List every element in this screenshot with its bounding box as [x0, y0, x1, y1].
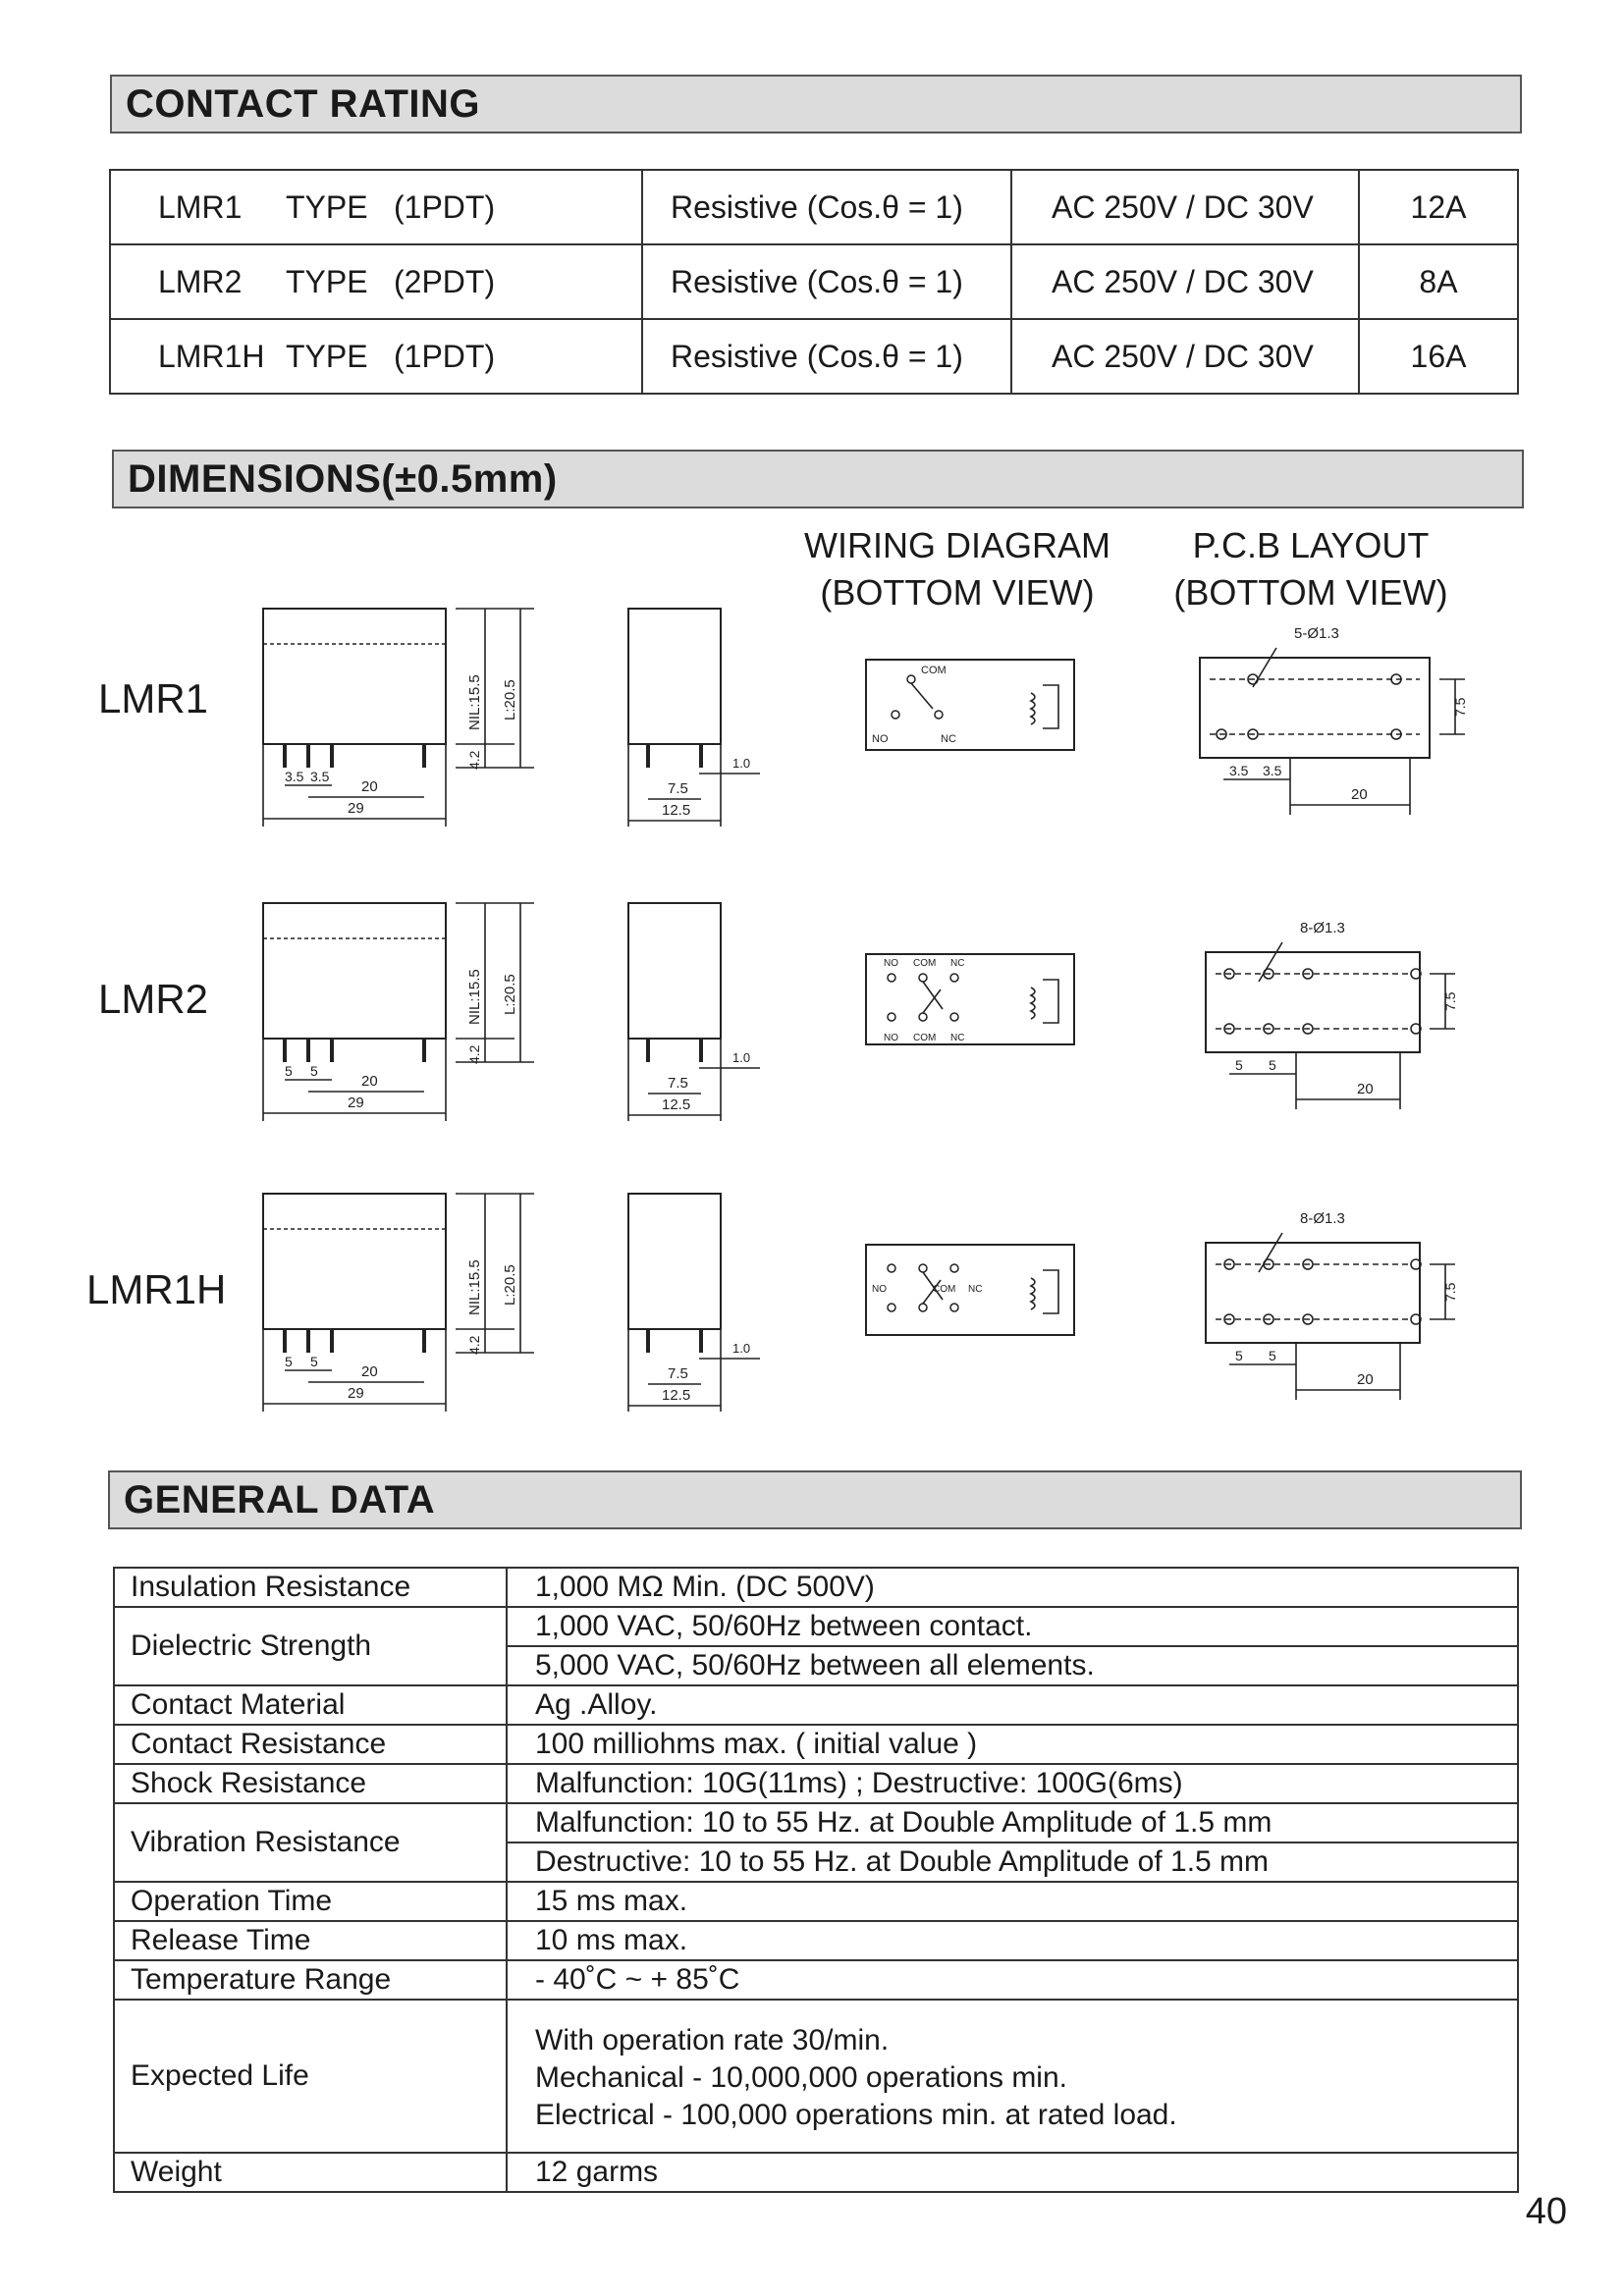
coil-icon: [1031, 988, 1035, 1019]
general-data-table: [113, 1567, 1519, 2193]
dim-pitch-a: 3.5: [285, 769, 304, 784]
terminal: [950, 1304, 958, 1311]
contact-rating-table: [109, 169, 1519, 395]
current-cell: 12A: [1410, 188, 1467, 225]
general-data-label: Vibration Resistance: [114, 1803, 507, 1882]
relay-pin: [306, 1039, 310, 1062]
general-data-value: [507, 1921, 1518, 1960]
table-cell: [1359, 170, 1518, 244]
com-terminal: [907, 675, 915, 683]
wiring-diagram-box: [866, 660, 1074, 750]
general-data-row: [114, 1882, 1518, 1921]
contact-rating-header: [110, 75, 1522, 133]
relay-end-pin: [646, 1329, 650, 1353]
relay-side-body: [263, 609, 446, 744]
value-line: With operation rate 30/min.: [535, 2024, 890, 2056]
load-cell: Resistive (Cos.θ = 1): [671, 188, 963, 225]
pcb-hole-label: 8-Ø1.3: [1300, 920, 1345, 936]
general-data-label: Temperature Range: [114, 1960, 507, 2000]
pcb-title-line2: (BOTTOM VIEW): [1173, 572, 1448, 613]
model-label-lmr1: LMR1: [98, 675, 209, 721]
coil-icon: [1031, 1278, 1035, 1309]
relay-end-body: [628, 903, 721, 1039]
general-data-header: [108, 1470, 1522, 1529]
general-data-value: [507, 1685, 1518, 1725]
relay-pin: [330, 744, 334, 768]
nc-label: NC: [950, 958, 965, 969]
voltage-cell: AC 250V / DC 30V: [1052, 263, 1314, 299]
pcb-outline: [1206, 952, 1420, 1052]
table-cell: [1359, 244, 1518, 319]
value-line: 15 ms max.: [535, 1885, 688, 1917]
no-label: NO: [872, 1284, 887, 1295]
general-data-row: [114, 1568, 1518, 1607]
value-line: Malfunction: 10 to 55 Hz. at Double Amplitude of 1.5 mm: [535, 1806, 1272, 1839]
no-label: NO: [884, 1033, 898, 1043]
type-cell: TYPE: [286, 188, 368, 225]
model-cell: LMR2: [158, 263, 243, 299]
table-cell: [110, 170, 642, 244]
dim-thick-label: 1.0: [732, 1050, 751, 1065]
dimension-line: [911, 683, 933, 709]
terminal: [919, 1264, 927, 1272]
general-data-label: Shock Resistance: [114, 1764, 507, 1803]
model-cell: LMR1H: [158, 338, 265, 374]
relay-end-pin: [699, 1329, 703, 1353]
terminal: [950, 1013, 958, 1021]
terminal: [919, 1013, 927, 1021]
value-line: Mechanical - 10,000,000 operations min.: [535, 2061, 1067, 2094]
type-cell: TYPE: [286, 263, 368, 299]
dim-pitch-20: 20: [361, 1073, 378, 1090]
pcb-title-line1: P.C.B LAYOUT: [1192, 525, 1430, 565]
dim-pitch-a: 5: [285, 1354, 293, 1369]
model-cell: LMR1: [158, 188, 243, 225]
table-cell: [1011, 170, 1359, 244]
pcb-pitch-a: 3.5: [1229, 763, 1249, 778]
table-cell: [1011, 244, 1359, 319]
general-data-value: [507, 1764, 1518, 1803]
com-label: COM: [933, 1284, 956, 1295]
relay-end-pin: [699, 744, 703, 768]
current-cell: 8A: [1419, 263, 1458, 299]
relay-end-body: [628, 609, 721, 744]
load-cell: Resistive (Cos.θ = 1): [671, 338, 963, 374]
dim-nil-label: NIL:15.5: [466, 969, 483, 1025]
relay-side-body: [263, 1194, 446, 1329]
no-label: NO: [884, 958, 898, 969]
pcb-pitch-20: 20: [1357, 1371, 1374, 1388]
general-data-value: [507, 1725, 1518, 1764]
general-data-label: Contact Resistance: [114, 1725, 507, 1764]
com-label: COM: [913, 958, 937, 969]
coil-lead: [1043, 685, 1058, 728]
pcb-pitch-b: 3.5: [1263, 763, 1282, 778]
general-data-label: Dielectric Strength: [114, 1607, 507, 1685]
terminal: [888, 1304, 895, 1311]
general-data-title: GENERAL DATA: [124, 1477, 436, 1522]
wiring-title-line2: (BOTTOM VIEW): [820, 572, 1095, 613]
general-data-row: [114, 1725, 1518, 1764]
dim-pitch-b: 3.5: [310, 769, 330, 784]
pcb-row-label: 7.5: [1442, 991, 1458, 1011]
dim-pin-label: 4.2: [466, 1044, 482, 1064]
dim-pitch-20: 20: [361, 1363, 378, 1380]
dim-width-label: 12.5: [662, 1387, 691, 1404]
general-data-label: Weight: [114, 2153, 507, 2192]
nc-terminal: [935, 711, 943, 719]
relay-pin: [330, 1039, 334, 1062]
pcb-row-label: 7.5: [1442, 1282, 1458, 1302]
relay-end-pin: [646, 1039, 650, 1062]
relay-pin: [283, 1329, 287, 1353]
value-line: 10 ms max.: [535, 1924, 688, 1956]
dim-thick-label: 1.0: [732, 1341, 751, 1356]
table-cell: [110, 244, 642, 319]
general-data-value: [507, 1803, 1518, 1882]
model-label-lmr2: LMR2: [98, 976, 209, 1022]
table-cell: [642, 319, 1011, 394]
relay-pin: [306, 1329, 310, 1353]
dim-pitch-a: 5: [285, 1063, 293, 1079]
pcb-pitch-20: 20: [1357, 1081, 1374, 1097]
dim-length-29: 29: [348, 1385, 364, 1402]
dim-l-label: L:20.5: [502, 679, 518, 721]
pcb-hole-label: 8-Ø1.3: [1300, 1210, 1345, 1227]
dimension-line: [1259, 1233, 1282, 1272]
pcb-pitch-b: 5: [1269, 1057, 1276, 1073]
relay-pin: [422, 744, 426, 768]
dim-nil-label: NIL:15.5: [466, 674, 483, 730]
terminal: [950, 1264, 958, 1272]
terminal: [919, 974, 927, 982]
voltage-cell: AC 250V / DC 30V: [1052, 338, 1314, 374]
dim-length-29: 29: [348, 1095, 364, 1111]
value-line: 100 milliohms max. ( initial value ): [535, 1728, 978, 1760]
dim-pitch-b: 5: [310, 1063, 318, 1079]
coil-lead: [1043, 980, 1058, 1023]
general-data-row: [114, 1960, 1518, 2000]
load-cell: Resistive (Cos.θ = 1): [671, 263, 963, 299]
nc-label: NC: [950, 1033, 965, 1043]
terminal: [919, 1304, 927, 1311]
pcb-row-label: 7.5: [1452, 697, 1468, 717]
general-data-label: Insulation Resistance: [114, 1568, 507, 1607]
general-data-row: [114, 1607, 1518, 1685]
pcb-pitch-a: 5: [1235, 1348, 1243, 1363]
dim-thick-label: 1.0: [732, 756, 751, 771]
dim-l-label: L:20.5: [502, 1264, 518, 1306]
coil-lead: [1043, 1270, 1058, 1313]
terminal: [888, 1264, 895, 1272]
dim-pin-label: 4.2: [466, 1335, 482, 1355]
general-data-label: Contact Material: [114, 1685, 507, 1725]
pcb-pitch-20: 20: [1351, 786, 1368, 803]
general-data-value: [507, 2000, 1518, 2153]
dim-pitch-b: 5: [310, 1354, 318, 1369]
model-label-lmr1h: LMR1H: [86, 1266, 227, 1312]
relay-end-body: [628, 1194, 721, 1329]
dim-pitch-20: 20: [361, 778, 378, 795]
dimensions-header: [112, 450, 1524, 508]
pcb-pitch-b: 5: [1269, 1348, 1276, 1363]
com-label: COM: [921, 665, 947, 676]
value-line: Destructive: 10 to 55 Hz. at Double Amplitude of 1.5 mm: [508, 1842, 1517, 1881]
voltage-cell: AC 250V / DC 30V: [1052, 188, 1314, 225]
table-cell: [642, 170, 1011, 244]
terminal: [950, 974, 958, 982]
general-data-label: Release Time: [114, 1921, 507, 1960]
nc-label: NC: [968, 1284, 983, 1295]
dim-length-29: 29: [348, 800, 364, 817]
dim-width-label: 12.5: [662, 1096, 691, 1113]
pcb-pitch-a: 5: [1235, 1057, 1243, 1073]
nc-label: NC: [941, 733, 956, 745]
general-data-row: [114, 1685, 1518, 1725]
value-line: Electrical - 100,000 operations min. at rated load.: [535, 2099, 1177, 2131]
relay-pin: [422, 1039, 426, 1062]
terminal: [888, 1013, 895, 1021]
dimensions-title: DIMENSIONS(±0.5mm): [128, 456, 558, 501]
type-cell: TYPE: [286, 338, 368, 374]
contact-rating-row: [110, 319, 1518, 394]
relay-pin: [422, 1329, 426, 1353]
drawing-group-lmr2: [263, 903, 1458, 1121]
form-cell: (1PDT): [394, 338, 496, 374]
dimension-line: [1253, 648, 1276, 687]
com-label: COM: [913, 1033, 937, 1043]
no-label: NO: [872, 733, 889, 745]
general-data-row: [114, 1803, 1518, 1882]
pcb-outline: [1200, 658, 1430, 758]
relay-pin: [283, 744, 287, 768]
value-line: 12 garms: [535, 2156, 659, 2188]
relay-pin: [283, 1039, 287, 1062]
general-data-row: [114, 2153, 1518, 2192]
table-cell: [1359, 319, 1518, 394]
terminal: [888, 974, 895, 982]
general-data-label: Expected Life: [114, 2000, 507, 2153]
table-cell: [1011, 319, 1359, 394]
current-cell: 16A: [1410, 338, 1467, 374]
dimension-line: [923, 982, 943, 1009]
dim-pin-label: 4.2: [466, 750, 482, 770]
table-cell: [642, 244, 1011, 319]
value-line: Ag .Alloy.: [535, 1688, 658, 1721]
contact-rating-row: [110, 170, 1518, 244]
dim-l-label: L:20.5: [502, 974, 518, 1015]
general-data-value: [507, 1882, 1518, 1921]
pcb-hole-label: 5-Ø1.3: [1294, 625, 1339, 642]
value-line: 1,000 VAC, 50/60Hz between contact.: [535, 1610, 1033, 1642]
general-data-row: [114, 2000, 1518, 2153]
general-data-value: [507, 2153, 1518, 2192]
dimension-line: [1259, 942, 1282, 982]
dim-row-label: 7.5: [668, 780, 688, 797]
wiring-title-line1: WIRING DIAGRAM: [804, 525, 1110, 565]
general-data-value: [507, 1960, 1518, 2000]
general-data-value: [507, 1607, 1518, 1685]
contact-rating-row: [110, 244, 1518, 319]
contact-rating-title: CONTACT RATING: [126, 81, 481, 126]
relay-pin: [330, 1329, 334, 1353]
general-data-value: [507, 1568, 1518, 1607]
value-line: 1,000 MΩ Min. (DC 500V): [535, 1571, 875, 1603]
value-line: - 40˚C ~ + 85˚C: [535, 1963, 740, 1996]
drawing-group-lmr1: [263, 609, 1468, 827]
table-cell: [110, 319, 642, 394]
drawing-group-lmr1h: [263, 1194, 1458, 1412]
relay-pin: [306, 744, 310, 768]
dim-width-label: 12.5: [662, 802, 691, 819]
general-data-label: Operation Time: [114, 1882, 507, 1921]
relay-side-body: [263, 903, 446, 1039]
relay-end-pin: [699, 1039, 703, 1062]
page-number: 40: [1525, 2191, 1567, 2232]
form-cell: (1PDT): [394, 188, 496, 225]
value-line: Malfunction: 10G(11ms) ; Destructive: 100G(6ms): [535, 1767, 1183, 1799]
form-cell: (2PDT): [394, 263, 496, 299]
general-data-row: [114, 1764, 1518, 1803]
dim-nil-label: NIL:15.5: [466, 1259, 483, 1315]
coil-icon: [1031, 693, 1035, 724]
no-terminal: [892, 711, 899, 719]
pcb-outline: [1206, 1243, 1420, 1343]
general-data-row: [114, 1921, 1518, 1960]
dim-row-label: 7.5: [668, 1365, 688, 1382]
dimension-drawings: [0, 510, 1624, 1492]
dim-row-label: 7.5: [668, 1075, 688, 1092]
value-line: 5,000 VAC, 50/60Hz between all elements.: [508, 1645, 1517, 1684]
relay-end-pin: [646, 744, 650, 768]
